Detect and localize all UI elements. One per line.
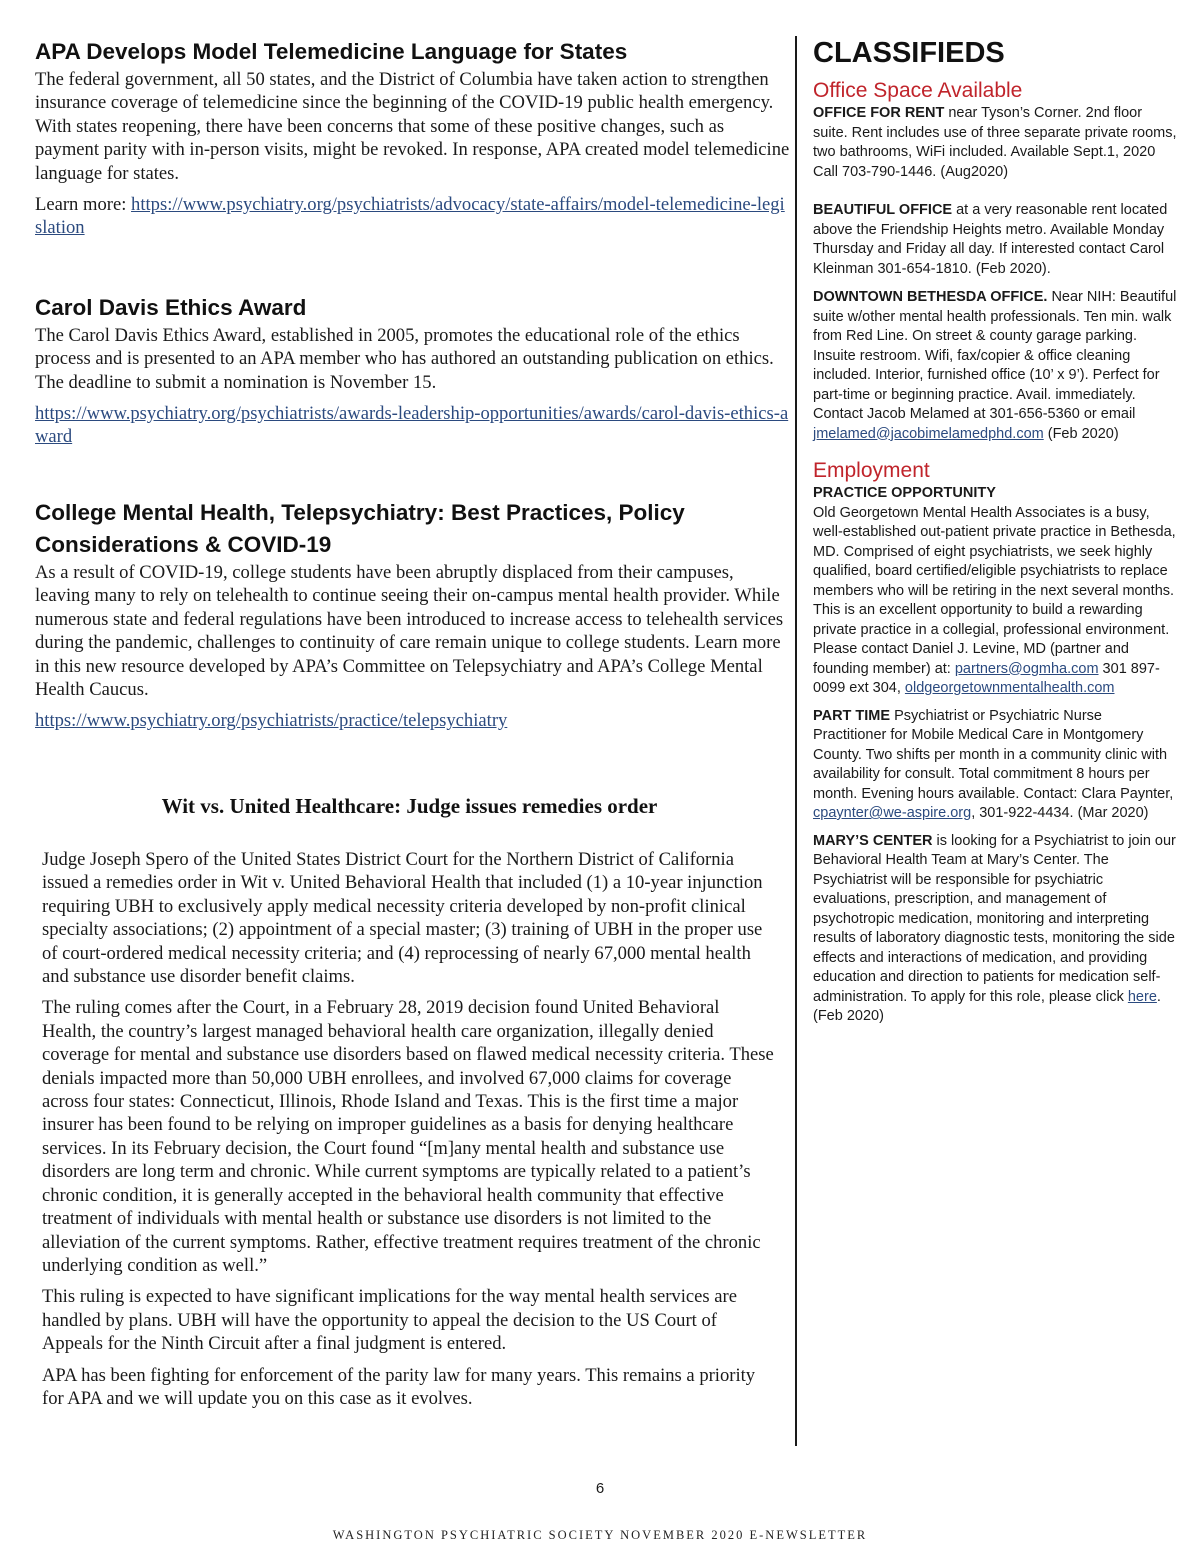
ad-lead: PART TIME	[813, 707, 891, 724]
ad-practice-opportunity	[813, 484, 1178, 699]
ethics-award-link[interactable]: https://www.psychiatry.org/psychiatrists/awards-leadership-opportunities/awards/carol-davis-ethics-award	[35, 403, 789, 448]
ad-text: , 301-922-4434. (Mar 2020)	[971, 805, 1149, 821]
article-body: As a result of COVID-19, college students have been abruptly displaced from their campuses, leaving many to rely on telehealth to continue seeing their on-campus mental health provider. While numerous state and federal regulations have been introduced to increase access to telehealth services during the pandemic, challenges to continuity of care remain unique to college students. Learn more in this new resource developed by APA’s Committee on Telepsychiatry and APA’s College Mental Health Caucus.	[35, 561, 784, 700]
ad-lead: OFFICE FOR RENT	[813, 105, 945, 121]
article-body: The Carol Davis Ethics Award, established in 2005, promotes the educational role of the ethics process and is presented to an APA member who has authored an outstanding publication on ethics. The deadline to submit a nomination is November 15.	[35, 324, 774, 393]
wit-title-block	[42, 794, 777, 819]
ad-text: Near NIH: Beautiful suite w/other mental health professionals. Ten min. walk from Red Line. On street & county garage parking. Insuite restroom. Wifi, fax/copier & office cleaning included. Interior, furnished office (10’ x 9’). Perfect for part-time or beginning practice. Avail. immediately. Contact Jacob Melamed at 301-656-5360 or email	[813, 289, 1177, 422]
learn-more-line	[35, 193, 790, 240]
article-wit	[42, 848, 777, 1418]
apply-link[interactable]: here	[1127, 988, 1157, 1005]
article-paragraph: The ruling comes after the Court, in a February 28, 2019 decision found United Behavioral Health, the country’s largest managed behavioral health care organization, illegally denied coverage for mental and substance use disorders based on flawed medical necessity criteria. These denials impacted more than 50,000 UBH enrollees, and involved 67,000 claims for coverage across four states: Connecticut, Illinois, Rhode Island and Texas. This is the first time a major insurer has been found to be relying on improper guidelines as a basis for denying healthcare services. In its February decision, the Court found “[m]any mental health and substance use disorders are long term and chronic. While current symptoms are typically related to a patient’s chronic condition, it is generally accepted in the behavioral health community that effective treatment of individuals with mental health or substance use disorders is not limited to the alleviation of the current symptoms. Rather, effective treatment requires treatment of the chronic underlying condition as well.”	[42, 997, 774, 1276]
article-college-mental-health	[35, 497, 790, 733]
article-body: The federal government, all 50 states, and the District of Columbia have taken action to strengthen insurance coverage of telemedicine since the beginning of the COVID-19 public health emergency. With states reopening, there have been concerns that some of these positive changes, such as payment parity with in-person visits, might be revoked. In response, APA created model telemedicine language for states.	[35, 69, 790, 184]
telemedicine-link[interactable]: https://www.psychiatry.org/psychiatrists/advocacy/state-affairs/model-telemedicine-legislation	[35, 194, 785, 239]
ad-lead: MARY’S CENTER	[813, 832, 933, 849]
column-divider	[795, 36, 797, 1446]
article-paragraph: Judge Joseph Spero of the United States District Court for the Northern District of California issued a remedies order in Wit v. United Behavioral Health that included (1) a 10-year injunction requiring UBH to exclusively apply medical necessity criteria developed by non-profit clinical specialty associations; (2) appointment of a special master; (3) training of UBH in the proper use of court-ordered medical necessity criteria; and (4) reprocessing of nearly 67,000 mental health and substance use disorder benefit claims.	[42, 849, 763, 988]
ad-text: (Feb 2020)	[1043, 425, 1119, 442]
ad-office-for-rent	[813, 104, 1178, 182]
ad-text: at a very reasonable rent located above the Friendship Heights metro. Available Monday Thursday and Friday all day. If interested contact Carol Kleinman 301-654-1810. (Feb 2020).	[813, 202, 1168, 277]
main-column	[35, 36, 790, 741]
ad-text: 301 897-0099 ext 304,	[813, 660, 1160, 696]
newsletter-footer: WASHINGTON PSYCHIATRIC SOCIETY NOVEMBER 2020 E-NEWSLETTER	[332, 1528, 868, 1542]
email-link[interactable]: jmelamed@jacobimelamedphd.com	[813, 425, 1044, 442]
employment-heading: Employment	[813, 459, 930, 482]
ad-text: . (Feb 2020)	[813, 988, 1161, 1024]
ad-text: Old Georgetown Mental Health Associates is a busy, well-established out-patient private practice in Bethesda, MD. Comprised of eight psychiatrists, we seek highly qualified, board certified/eligible psychiatrists to replace members who will be retiring in the next several months. This is an excellent opportunity to build a rewarding private practice in a collegial, professional environment. Please contact Daniel J. Levine, MD (partner and founding member) at:	[813, 504, 1176, 677]
ad-part-time	[813, 707, 1178, 824]
classifieds-column	[813, 36, 1178, 1027]
website-link[interactable]: oldgeorgetownmentalhealth.com	[904, 680, 1115, 696]
ad-lead: PRACTICE OPPORTUNITY	[813, 485, 996, 501]
article-ethics-award	[35, 292, 790, 449]
page-number: 6	[595, 1480, 605, 1497]
ad-downtown-bethesda	[813, 288, 1178, 444]
classifieds-title: CLASSIFIEDS	[813, 37, 1005, 69]
article-telemedicine	[35, 36, 790, 240]
email-link[interactable]: partners@ogmha.com	[954, 660, 1099, 677]
ad-text: is looking for a Psychiatrist to join our Behavioral Health Team at Mary’s Center. The Psychiatrist will be responsible for psychiatric evaluations, prescription, and management of psychotropic medication, monitoring and interpreting results of laboratory diagnostic tests, monitoring the side effects and interactions of medication, and providing education and direction to patients for medication self-administration. To apply for this role, please click	[813, 832, 1176, 1005]
office-space-heading: Office Space Available	[813, 79, 1023, 102]
ad-text: near Tyson’s Corner. 2nd floor suite. Rent includes use of three separate private rooms, two bathrooms, WiFi included. Available Sept.1, 2020 Call 703-790-1446. (Aug2020)	[813, 105, 1177, 180]
article-title: College Mental Health, Telepsychiatry: Best Practices, Policy Considerations & COVID-19	[35, 499, 685, 557]
article-title: Carol Davis Ethics Award	[35, 294, 307, 320]
ad-lead: BEAUTIFUL OFFICE	[813, 202, 953, 218]
ad-text: Psychiatrist or Psychiatric Nurse Practitioner for Mobile Medical Care in Montgomery County. Two shifts per month in a community clinic with availability for consult. Total commitment 8 hours per month. Evening hours available. Contact: Clara Paynter,	[813, 707, 1174, 802]
ad-beautiful-office	[813, 201, 1178, 279]
ad-lead: DOWNTOWN BETHESDA OFFICE.	[813, 289, 1048, 305]
telepsychiatry-link[interactable]: https://www.psychiatry.org/psychiatrists/practice/telepsychiatry	[35, 710, 508, 732]
article-title: Wit vs. United Healthcare: Judge issues remedies order	[161, 794, 658, 818]
ad-marys-center	[813, 832, 1178, 1027]
article-title: APA Develops Model Telemedicine Language for States	[35, 39, 628, 64]
learn-more-label: Learn more:	[35, 194, 132, 216]
article-paragraph: APA has been fighting for enforcement of the parity law for many years. This remains a priority for APA and we will update you on this case as it evolves.	[42, 1364, 756, 1409]
article-paragraph: This ruling is expected to have significant implications for the way mental health services are handled by plans. UBH will have the opportunity to appeal the decision to the US Court of Appeals for the Ninth Circuit after a final judgment is entered.	[42, 1286, 737, 1355]
email-link[interactable]: cpaynter@we-aspire.org	[813, 805, 972, 821]
